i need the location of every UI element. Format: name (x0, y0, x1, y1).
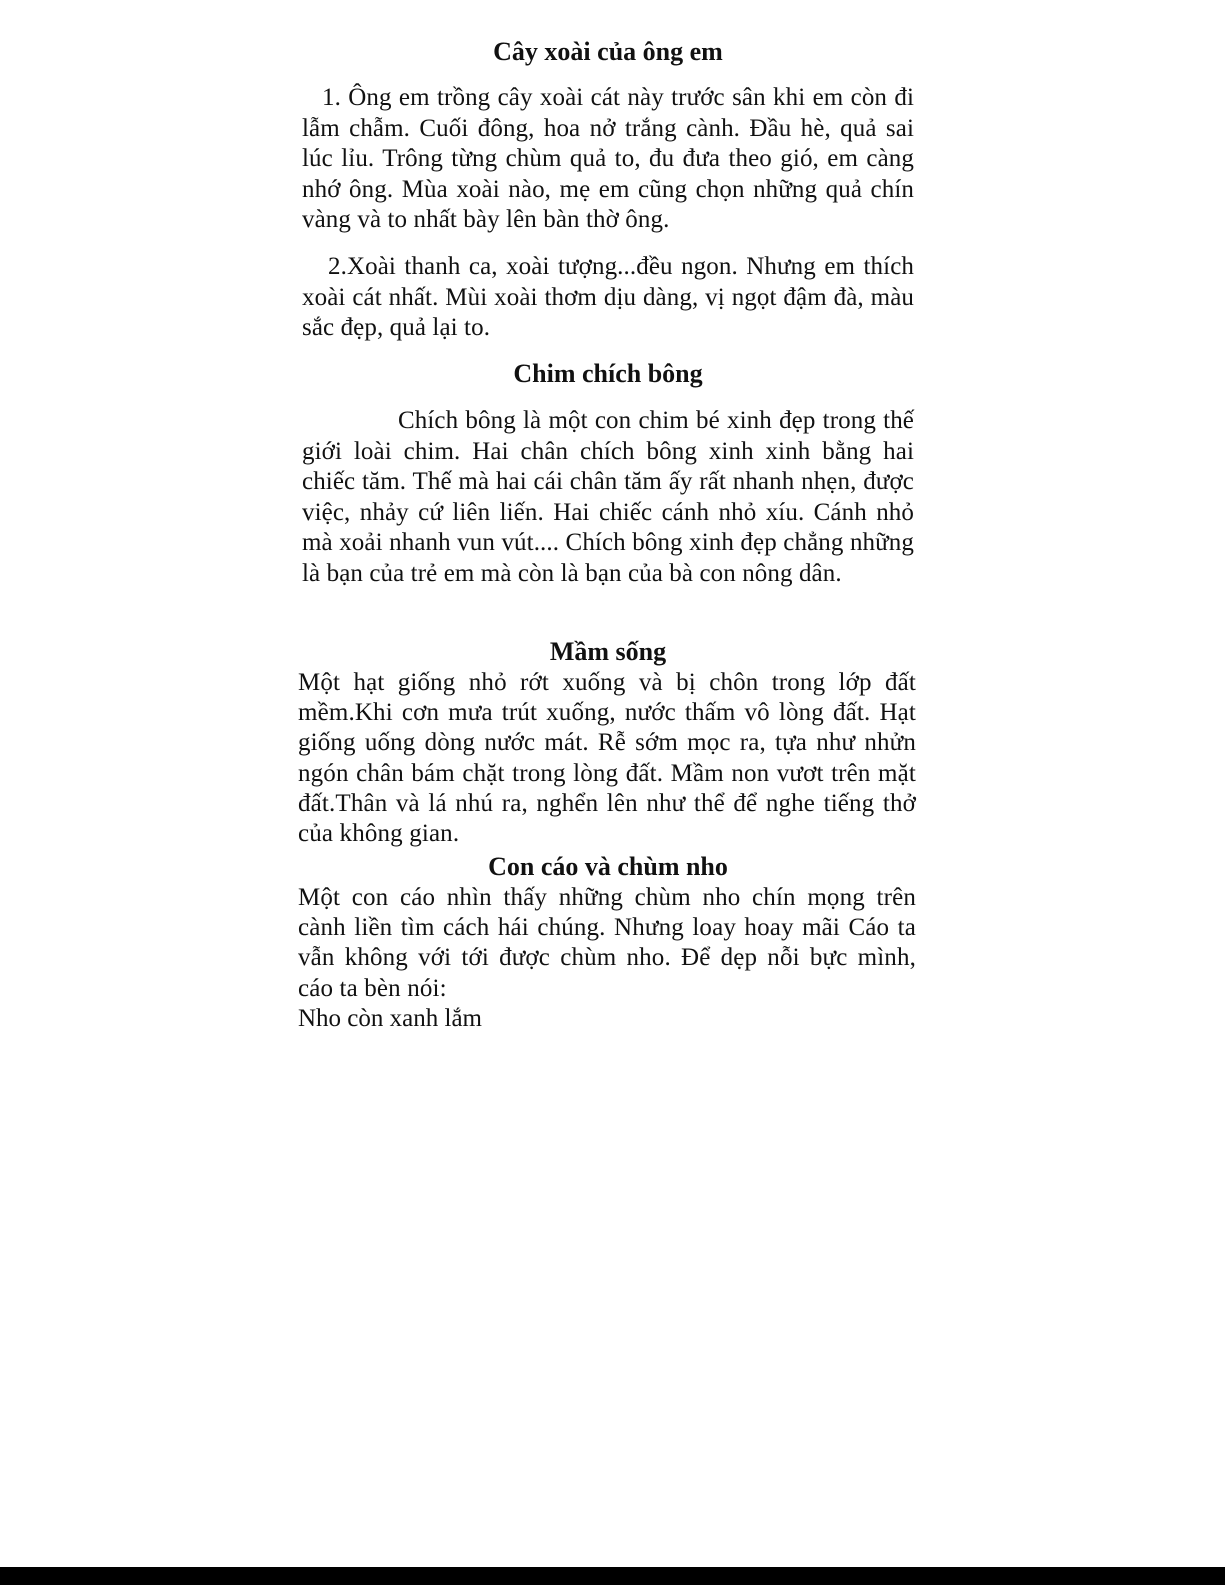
section-title: Cây xoài của ông em (493, 37, 723, 66)
section-con-cao-body (298, 883, 916, 1034)
page-bottom-border (0, 1567, 1225, 1585)
section-title: Mầm sống (549, 637, 667, 666)
paragraph: 2.Xoài thanh ca, xoài tượng...đều ngon. Nhưng em thích xoài cát nhất. Mùi xoài thơm dịu dàng, vị ngọt đậm đà, màu sắc đẹp, quả lại to. (302, 253, 914, 342)
paragraph: Một hạt giống nhỏ rớt xuống và bị chôn trong lớp đất mềm.Khi cơn mưa trút xuống, nước thấm vô lòng đất. Hạt giống uống dòng nước mát. Rễ sớm mọc ra, tựa như nhửn ngón chân bám chặt trong lòng đất. Mầm non vươt trên mặt đất.Thân và lá nhú ra, nghển lên như thể để nghe tiếng thở của không gian. (298, 669, 916, 848)
paragraph: Một con cáo nhìn thấy những chùm nho chín mọng trên cành liền tìm cách hái chúng. Nhưng loay hoay mãi Cáo ta vẫn không với tới được chùm nho. Để dẹp nỗi bực mình, cáo ta bèn nói: (298, 884, 916, 1002)
paragraph: Chích bông là một con chim bé xinh đẹp trong thế giới loài chim. Hai chân chích bông xinh xinh bằng hai chiếc tăm. Thế mà hai cái chân tăm ấy rất nhanh nhẹn, được việc, nhảy cứ liên liến. Hai chiếc cánh nhỏ xíu. Cánh nhỏ mà xoải nhanh vun vút.... Chích bông xinh đẹp chẳng những là bạn của trẻ em mà còn là bạn của bà con nông dân. (302, 407, 914, 587)
section-mam-song-body (298, 668, 916, 849)
paragraph: 1. Ông em trồng cây xoài cát này trước sân khi em còn đi lẫm chẫm. Cuối đông, hoa nở trắng cành. Đầu hè, quả sai lúc lỉu. Trông từng chùm quả to, đu đưa theo gió, em càng nhớ ông. Mùa xoài nào, mẹ em cũng chọn những quả chín vàng và to nhất bày lên bàn thờ ông. (302, 84, 914, 234)
section-chim-chich-bong-body (302, 406, 914, 590)
section-title: Chim chích bông (513, 359, 703, 388)
section-cay-xoai-body-2 (302, 252, 914, 344)
section-cay-xoai-body (302, 83, 914, 236)
section-chim-chich-bong (302, 358, 914, 389)
closing-line: Nho còn xanh lắm (298, 1004, 482, 1032)
section-con-cao (302, 851, 914, 882)
section-title: Con cáo và chùm nho (488, 852, 728, 881)
section-cay-xoai (302, 36, 914, 67)
section-mam-song (302, 636, 914, 667)
